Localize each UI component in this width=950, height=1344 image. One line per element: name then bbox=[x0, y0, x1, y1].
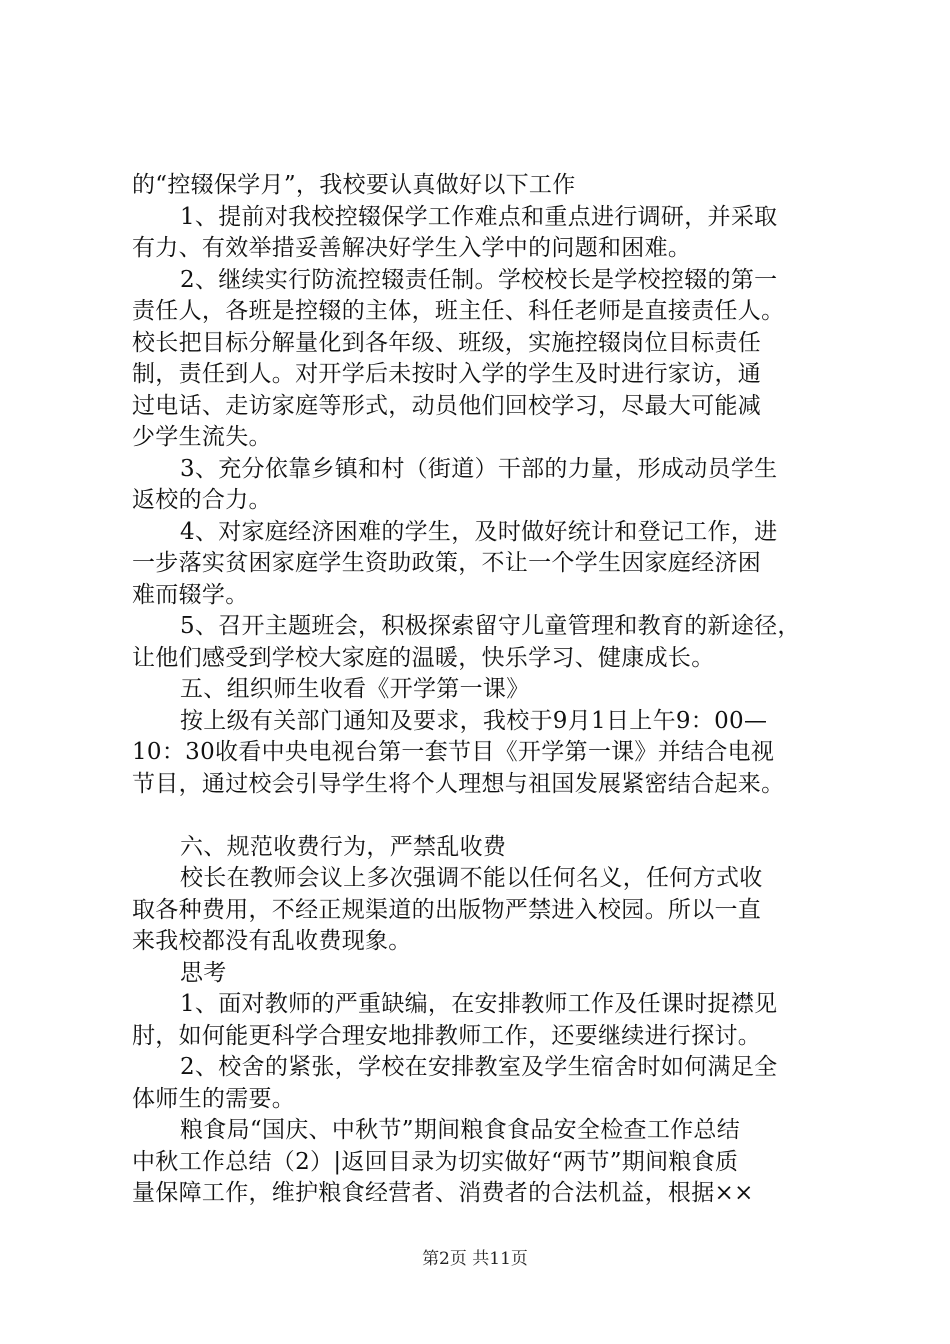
text-line: 来我校都没有乱收费现象。 bbox=[132, 928, 412, 954]
text-line: 粮食局“国庆、中秋节”期间粮食食品安全检查工作总结 bbox=[180, 1117, 741, 1143]
text-line: 校长在教师会议上多次强调不能以任何名义，任何方式收 bbox=[180, 865, 763, 891]
text-line: 有力、有效举措妥善解决好学生入学中的问题和困难。 bbox=[132, 235, 692, 261]
text-line: 按上级有关部门通知及要求，我校于9月1日上午9：00— bbox=[180, 707, 768, 734]
text-line: 3、充分依靠乡镇和村（街道）干部的力量，形成动员学生 bbox=[180, 455, 778, 482]
text-line: 中秋工作总结（2）|返回目录为切实做好“两节”期间粮食质 bbox=[132, 1148, 739, 1175]
text-line: 4、对家庭经济困难的学生，及时做好统计和登记工作，进 bbox=[180, 518, 778, 545]
text-line: 返校的合力。 bbox=[132, 487, 272, 513]
text-line: 5、召开主题班会，积极探索留守儿童管理和教育的新途径， bbox=[180, 613, 801, 639]
text-line: 量保障工作，维护粮食经营者、消费者的合法机益，根据×× bbox=[132, 1180, 754, 1206]
text-line: 体师生的需要。 bbox=[132, 1085, 296, 1112]
text-line: 10：30收看中央电视台第一套节目《开学第一课》并结合电视 bbox=[132, 739, 775, 765]
page-footer: 第2页 共11页 bbox=[422, 1249, 528, 1269]
document-body bbox=[132, 170, 832, 1210]
text-line: 五、组织师生收看《开学第一课》 bbox=[180, 676, 530, 702]
text-line: 难而辍学。 bbox=[132, 581, 249, 608]
text-line: 2、校舍的紧张，学校在安排教室及学生宿舍时如何满足全 bbox=[180, 1054, 778, 1080]
blank-line bbox=[132, 800, 832, 832]
text-line: 制，责任到人。对开学后未按时入学的学生及时进行家访，通 bbox=[132, 361, 762, 387]
text-line: 少学生流失。 bbox=[132, 424, 272, 450]
text-line: 节目，通过校会引导学生将个人理想与祖国发展紧密结合起来。 bbox=[132, 770, 785, 797]
text-line: 取各种费用，不经正规渠道的出版物严禁进入校园。所以一直 bbox=[132, 896, 762, 923]
text-line: 一步落实贫困家庭学生资助政策，不让一个学生因家庭经济困 bbox=[132, 550, 762, 576]
text-line: 思考 bbox=[180, 959, 227, 986]
text-line: 六、规范收费行为，严禁乱收费 bbox=[180, 833, 507, 860]
text-line: 1、提前对我校控辍保学工作难点和重点进行调研，并采取 bbox=[180, 203, 778, 230]
text-line: 的“控辍保学月”，我校要认真做好以下工作 bbox=[132, 172, 576, 198]
text-line: 让他们感受到学校大家庭的温暖，快乐学习、健康成长。 bbox=[132, 644, 715, 671]
text-line: 校长把目标分解量化到各年级、班级，实施控辍岗位目标责任 bbox=[132, 329, 762, 356]
text-line: 2、继续实行防流控辍责任制。学校校长是学校控辍的第一 bbox=[180, 266, 778, 293]
text-line: 1、面对教师的严重缺编，在安排教师工作及任课时捉襟见 bbox=[180, 991, 778, 1017]
text-line: 过电话、走访家庭等形式，动员他们回校学习，尽最大可能减 bbox=[132, 392, 762, 419]
text-line: 责任人，各班是控辍的主体，班主任、科任老师是直接责任人。 bbox=[132, 298, 785, 324]
text-line: 肘，如何能更科学合理安地排教师工作，还要继续进行探讨。 bbox=[132, 1022, 762, 1049]
